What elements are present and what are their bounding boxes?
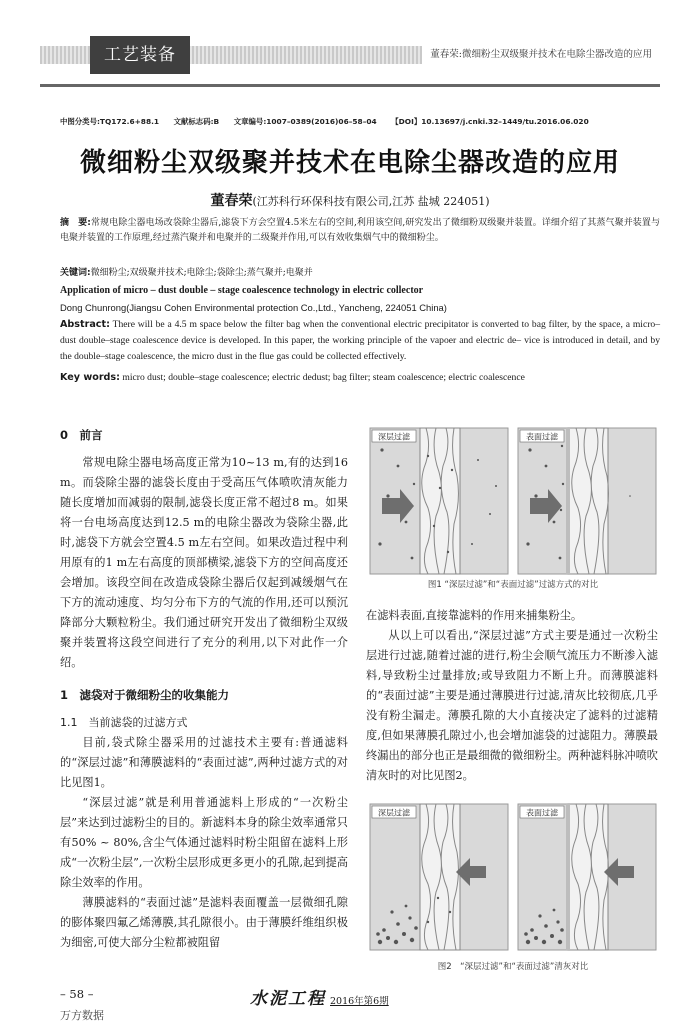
keywords-zh [60,266,660,281]
subsection-heading-1-1: 1.1 当前滤袋的过滤方式 [60,716,188,729]
keywords-en-label: Key words: [60,372,120,383]
paragraph: 常规电除尘器电场高度正常为10~13 m,有的达到16 m。而袋除尘器的滤袋长度由于受高压气体喷吹清灰能力随长度增加而减弱的限制,滤袋长度正常不超过8 m。如果将一台电场高度达到12.5 m的电除尘器改为袋除尘器,此时,滤袋下方就会空置4.5 m左右空间。如果改造过程中利用原有的1 m左右高度的顶部横梁,滤袋下方的空间高度还会增加。该段空间在改造成袋除尘器后仅起到减缓烟气在下方的流动速度、均匀分布下方的气流的作用,还可以预沉降部分大颗粒粉尘。我们通过研究开发出了微细粉尘双级聚并装置将这段空间进行了充分的利用,以下对此作一介绍。 [60,456,348,669]
keywords-en-text: micro dust; double–stage coalescence; electric dedust; bag filter; steam coalescence; electric coalescence [122,372,525,383]
abstract-zh-text: 常规电除尘器电场改袋除尘器后,滤袋下方会空置4.5米左右的空间,利用该空间,研究发出了微细粉双级聚并装置。详细介绍了其蒸气聚并装置与电聚并装置的工作原理,经过蒸汽聚并和电聚并的二级聚并作用,可以有效收集烟气中的微细粉尘。 [60,218,660,243]
running-head: 董春荣:微细粉尘双级聚并技术在电除尘器改造的应用 [422,36,660,74]
keywords-zh-text: 微细粉尘;双级聚并技术;电除尘;袋除尘;蒸气聚并;电聚并 [90,268,313,278]
figure-1 [368,426,658,576]
classification-line [60,116,660,127]
figure-2 [368,802,658,952]
figure-2-caption: 图2 “深层过滤”和“表面过滤”清灰对比 [437,962,589,972]
paragraph-continuation: 在滤料表面,直接靠滤料的作用来捕集粉尘。 [366,609,583,622]
english-title: Application of micro – dust double – stage coalescence technology in electric collector [60,285,424,296]
fig2-right-label: 表面过滤 [526,808,558,818]
page-header [40,36,660,74]
keywords-zh-label: 关键词: [60,268,91,278]
ptfe-membrane [566,428,570,574]
doi: 【DOI】10.13697/j.cnki.32–1449/tu.2016.06.020 [391,117,589,126]
right-column [366,606,658,799]
abstract-zh-label: 摘 要: [60,218,91,228]
abstract-en [60,317,660,367]
abstract-en-label: Abstract: [60,319,110,330]
section-tag: 工艺装备 [90,36,190,74]
abstract-en-text: There will be a 4.5 m space below the filter bag when the conventional electric precipitator is converted to bag filter, by the space, a micro–dust double–stage coalescence device is developed. In this paper, the working principle of the vapoer and electric de– vice is introduced in detail, and by the double–stage coalescence, the micro dust in the flue gas could be collected effectively. [60,319,660,362]
paragraph: 从以上可以看出,“深层过滤”方式主要是通过一次粉尘层进行过滤,随着过滤的进行,粉尘会顺气流压力不断渗入滤料,导致粉尘过量排放;或导致阻力不断上升。而薄膜滤料的“表面过滤”主要是通过薄膜进行过滤,清灰比较彻底,几乎没有粉尘漏走。薄膜孔隙的大小直接决定了滤料的过滤精度,但如果薄膜孔隙过小,也会增加滤袋的过滤阻力。薄膜最终漏出的部分也正是最细微的微细粉尘。两种滤料脉冲喷吹清灰时的对比见图2。 [366,629,658,782]
fig2-deep-filtration-panel [370,804,508,950]
clc-number: 中图分类号:TQ172.6+88.1 [60,117,160,126]
figure-1-illustration [368,426,658,576]
journal-footer [250,985,389,1009]
filter-media [568,428,608,574]
english-author: Dong Chunrong(Jiangsu Cohen Environmental protection Co.,Ltd., Yancheng, 224051 China) [60,302,447,313]
fig1-surface-filtration-panel [518,428,656,574]
paragraph: 薄膜滤料的“表面过滤”是滤料表面覆盖一层微细孔隙的膨体聚四氟乙烯薄膜,其孔隙很小。由于薄膜纤维组织极为细密,可使大部分尘粒都被阻留 [60,896,348,949]
keywords-en [60,370,660,385]
paragraph: “深层过滤”就是利用普通滤料上形成的“一次粉尘层”来达到过滤粉尘的目的。新滤料本身的除尘效率通常只有50% ~ 80%,含尘气体通过滤料时粉尘阻留在滤料上形成“一次粉尘层”,一次粉尘层形成更多更小的孔隙,起到提高除尘效率的作用。 [60,796,348,889]
fig1-left-label: 深层过滤 [378,432,410,442]
fig2-surface-filtration-panel [518,804,656,950]
author-affiliation: (江苏科行环保科技有限公司,江苏 盐城 224051) [252,195,490,208]
section-heading-0: 0 前言 [60,428,103,442]
page-number: – 58 – [60,987,94,1001]
fig1-deep-filtration-panel [370,428,508,574]
figure-2-illustration [368,802,658,952]
watermark-text: 万方数据 [60,1009,104,1022]
section-heading-1: 1 滤袋对于微细粉尘的收集能力 [60,688,229,702]
article-number: 文章编号:1007–0389(2016)06–58–04 [233,117,377,126]
header-rule [40,84,660,87]
paragraph: 目前,袋式除尘器采用的过滤技术主要有:普通滤料的“深层过滤”和薄膜滤料的“表面过滤”,两种过滤方式的对比见图1。 [60,736,348,789]
issue-label: 2016年第6期 [330,996,389,1007]
figure-1-caption: 图1 “深层过滤”和“表面过滤”过滤方式的对比 [427,580,599,590]
ptfe-membrane [566,804,570,950]
journal-logo: 水泥工程 [250,989,326,1009]
author-line [40,190,660,210]
filter-media [568,804,608,950]
left-column [60,425,348,985]
abstract-zh [60,216,660,262]
paper-title: 微细粉尘双级聚并技术在电除尘器改造的应用 [79,148,620,178]
document-code: 文献标志码:B [173,117,220,126]
fig1-right-label: 表面过滤 [526,432,558,442]
author-name: 董春荣 [210,193,253,209]
fig2-left-label: 深层过滤 [378,808,410,818]
